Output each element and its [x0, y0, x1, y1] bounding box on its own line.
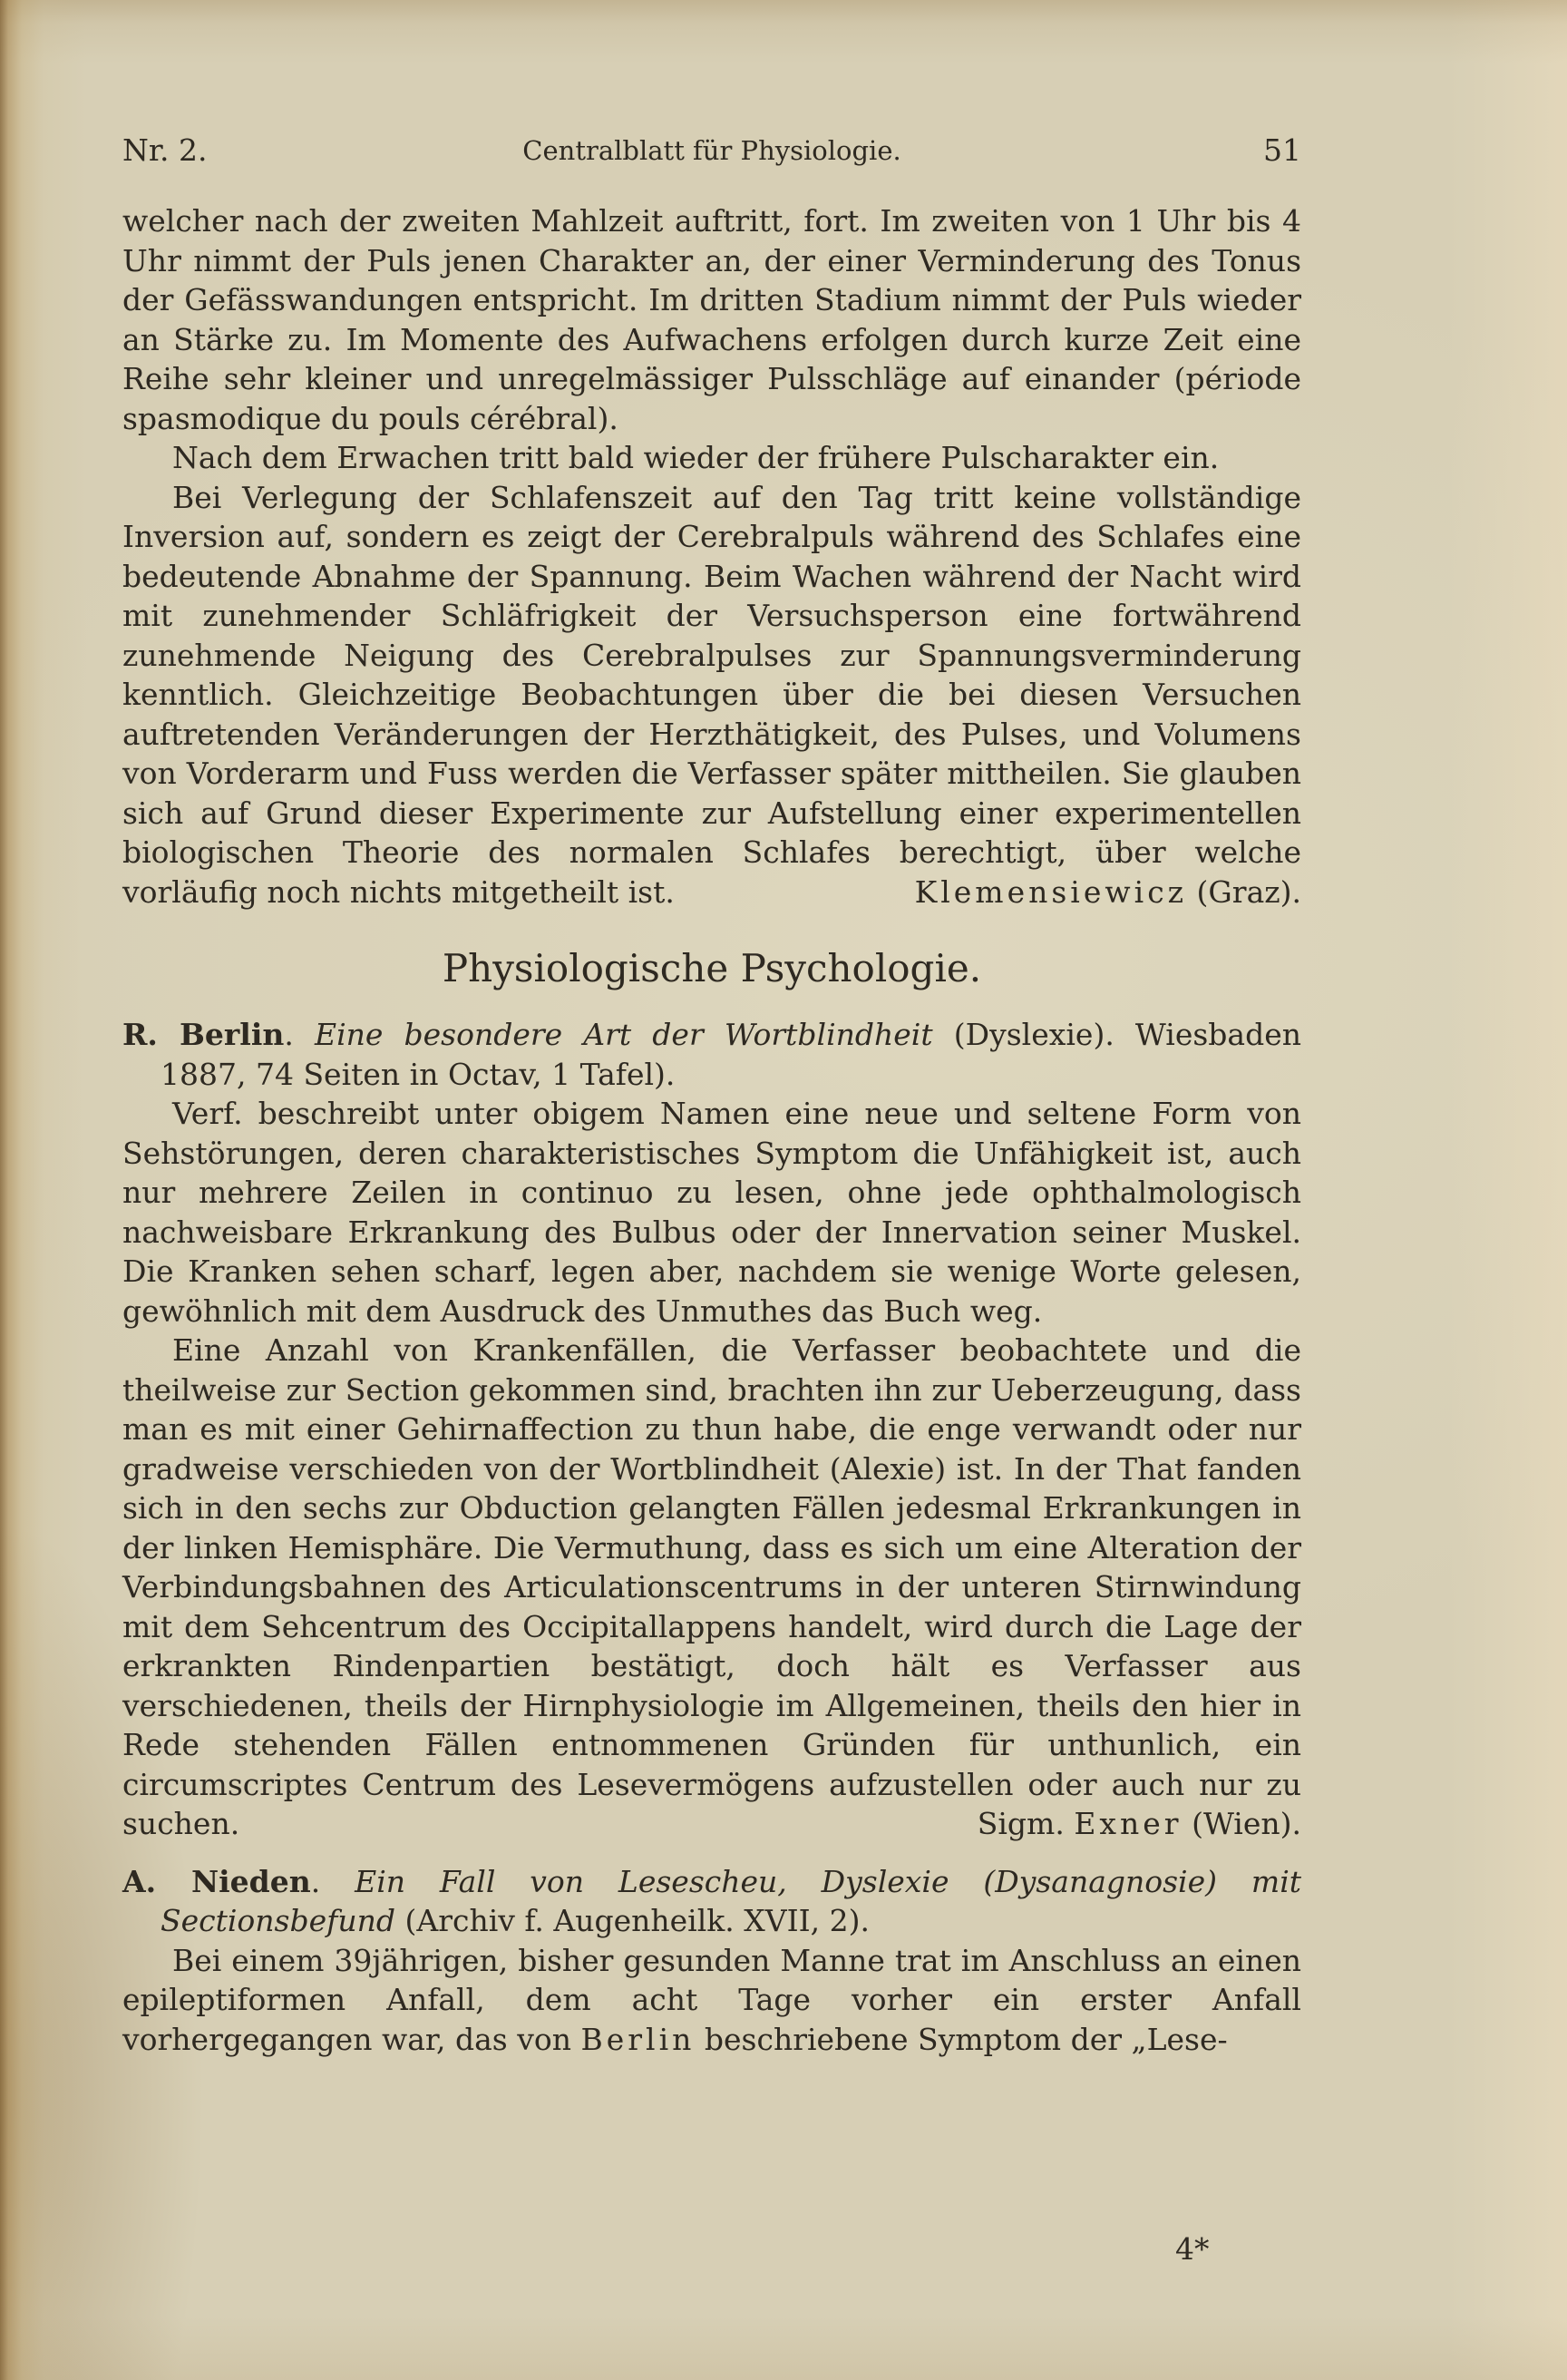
text-run: R. Berlin [122, 1017, 285, 1052]
section-heading: Physiologische Psychologie. [442, 946, 982, 990]
text-run: Ein Fall von Lesescheu, Dyslexie (Dysanagnosie) mit Sectionsbefund [161, 1863, 1302, 1938]
text-run: Eine besondere Art der Wortblindheit [314, 1017, 933, 1052]
paragraph [122, 438, 1301, 478]
text-run: Verf. beschreibt unter obigem Namen eine neue und seltene Form von Sehstörungen, deren charakteristisches Symptom die Unfähigkeit ist, auch nur mehrere Zeilen in continuo zu lesen, ohne jede ophthalmologisch nachweisbare Erkrankung des Bulbus oder der Innervation seiner Muskel. Die Kranken sehen scharf, legen aber, nachdem sie wenige Worte gelesen, gewöhnlich mit dem Ausdruck des Unmuthes das Buch weg. [122, 1096, 1301, 1329]
text-run: (Dyslexie). Wiesbaden 1887, 74 Seiten in Octav, 1 Tafel). [161, 1017, 1301, 1092]
paragraph [122, 1094, 1301, 1331]
text-run: A. Nieden [122, 1863, 311, 1899]
page-header [122, 132, 1301, 172]
signature-mark: 4* [1175, 2231, 1210, 2267]
text-run: . [284, 1017, 315, 1052]
referent-signature: Klemensiewicz (Graz). [914, 873, 1301, 910]
paragraph [122, 1941, 1301, 2060]
referent-signature: Sigm. Exner (Wien). [977, 1806, 1301, 1841]
text-run: Bei einem 39jährigen, bisher gesunden Manne trat im Anschluss an einen epileptiformen Anfall, dem acht Tage vorher ein erster Anfall vorhergegangen war, das von [122, 1942, 1301, 2057]
reference-entry [122, 1015, 1301, 1094]
journal-title: Centralblatt für Physiologie. [522, 135, 901, 166]
paragraph [122, 1331, 1301, 1844]
text-run: Berlin [580, 2021, 696, 2057]
text-run: Bei Verlegung der Schlafenszeit auf den Tag tritt keine vollständige Inversion auf, sondern es zeigt der Cerebralpuls während des Schlafes eine bedeutende Abnahme der Spannung. Beim Wachen während der Nacht wird mit zunehmender Schläfrigkeit der Versuchsperson eine fortwährend zunehmende Neigung des Cerebralpulses zur Spannungsverminderung kenntlich. Gleichzeitige Beobachtungen über die bei diesen Versuchen auftretenden Veränderungen der Herzthätigkeit, des Pulses, und Volumens von Vorderarm und Fuss werden die Verfasser später mittheilen. Sie glauben sich auf Grund dieser Experimente zur Aufstellung einer experimentellen biologischen Theorie des normalen Schlafes berechtigt, über welche vorläufig noch nichts mitgetheilt ist. [122, 479, 1301, 910]
text-run: Eine Anzahl von Krankenfällen, die Verfasser beobachtete und die theilweise zur Section gekommen sind, brachten ihn zur Ueberzeugung, dass man es mit einer Gehirnaffection zu thun habe, die enge verwandt oder nur gradweise verschieden von der Wortblindheit (Alexie) ist. In der That fanden sich in den sechs zur Obduction gelangten Fällen jedesmal Erkrankungen in der linken Hemisphäre. Die Vermuthung, dass es sich um eine Alteration der Verbindungsbahnen des Articulationscentrums in der unteren Stirnwindung mit dem Sehcentrum des Occipitallappens handelt, wird durch die Lage der erkrankten Rindenpartien bestätigt, doch hält es Verfasser aus verschiedenen, theils der Hirnphysiologie im Allgemeinen, theils den hier in Rede stehenden Fällen entnommenen Gründen für unthunlich, ein circumscriptes Centrum des Lesevermögens aufzustellen oder auch nur zu suchen. [122, 1332, 1301, 1841]
referent-name: Klemensiewicz [914, 873, 1188, 910]
referent-name: Exner [1074, 1806, 1183, 1841]
reference-entry [122, 1862, 1301, 1941]
text-run: Nach dem Erwachen tritt bald wieder der frühere Pulscharakter ein. [172, 440, 1220, 475]
page-number: 51 [1263, 132, 1301, 168]
text-run: (Archiv f. Augenheilk. XVII, 2). [395, 1903, 871, 1938]
paragraph [122, 201, 1301, 438]
text-run: welcher nach der zweiten Mahlzeit auftritt, fort. Im zweiten von 1 Uhr bis 4 Uhr nimmt der Puls jenen Charakter an, der einer Verminderung des Tonus der Gefässwandungen entspricht. Im dritten Stadium nimmt der Puls wieder an Stärke zu. Im Momente des Aufwachens erfolgen durch kurze Zeit eine Reihe sehr kleiner und unregelmässiger Pulsschläge auf einander (période spasmodique du pouls cérébral). [122, 203, 1301, 436]
text-run: beschriebene Symptom der „Lese- [695, 2021, 1228, 2057]
paragraph [122, 478, 1301, 912]
text-run: . [310, 1863, 355, 1899]
page-content [122, 201, 1301, 2059]
issue-number: Nr. 2. [122, 132, 208, 168]
